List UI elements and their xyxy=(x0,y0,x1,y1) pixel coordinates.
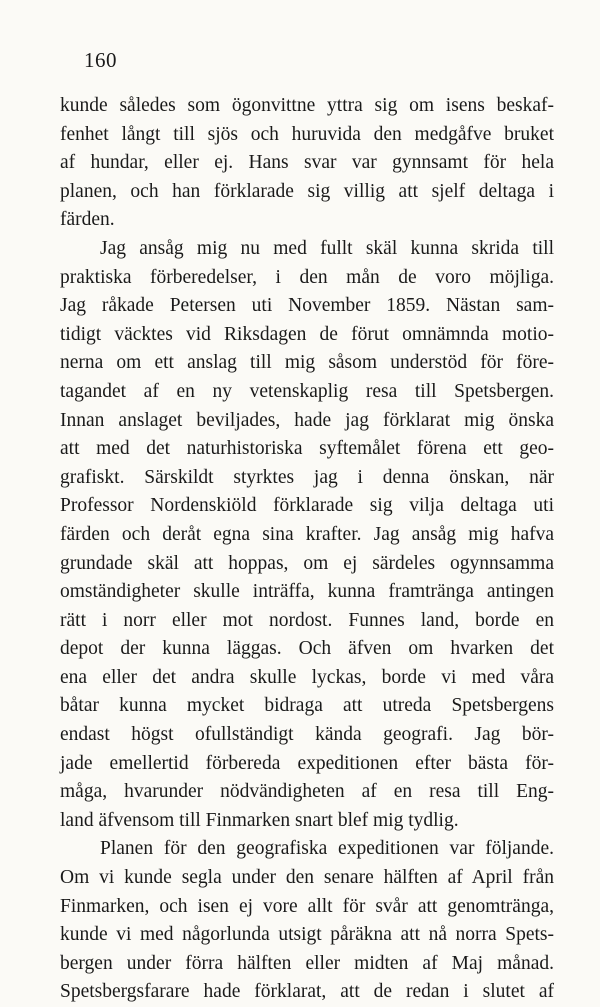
text-line: tagandet af en ny vetenskaplig resa till Spetsbergen. xyxy=(60,380,554,402)
text-line: Planen för den geografiska expeditionen var följande. xyxy=(100,838,554,860)
text-line: land äfvensom till Finmarken snart blef mig tydlig. xyxy=(60,809,459,831)
text-line: jade emellertid förbereda expeditionen efter bästa för- xyxy=(60,752,554,774)
text-line: grafiskt. Särskildt styrktes jag i denna önskan, när xyxy=(60,466,554,488)
text-line: grundade skäl att hoppas, om ej särdeles ogynnsamma xyxy=(60,552,554,574)
text-line: Finmarken, och isen ej vore allt för svår att genomtränga, xyxy=(60,895,554,917)
text-line: depot der kunna läggas. Och äfven om hvarken det xyxy=(60,638,554,660)
text-line: tidigt väcktes vid Riksdagen de förut omnämnda motio- xyxy=(60,323,554,345)
text-line: fenhet långt till sjös och huruvida den medgåfve bruket xyxy=(60,123,554,145)
text-line: ena eller det andra skulle lyckas, borde vi med våra xyxy=(60,666,554,688)
text-line: kunde vi med någorlunda utsigt påräkna att nå norra Spets- xyxy=(60,924,554,946)
text-line: att med det naturhistoriska syftemålet förena ett geo- xyxy=(60,438,554,460)
text-line: Jag ansåg mig nu med fullt skäl kunna skrida till xyxy=(100,237,554,259)
text-line: Spetsbergsfarare hade förklarat, att de redan i slutet af xyxy=(60,981,554,1003)
text-line: praktiska förberedelser, i den mån de voro möjliga. xyxy=(60,266,554,288)
page-number: 160 xyxy=(84,48,117,72)
text-line: af hundar, eller ej. Hans svar var gynnsamt för hela xyxy=(60,152,554,174)
text-line: bergen under förra hälften eller midten af Maj månad. xyxy=(60,952,554,974)
text-line: färden. xyxy=(60,209,115,231)
text-line: omständigheter skulle inträffa, kunna framtränga antingen xyxy=(60,581,554,603)
text-line: Innan anslaget beviljades, hade jag förklarat mig önska xyxy=(60,409,554,431)
text-line: endast högst ofullständigt kända geografi. Jag bör- xyxy=(60,724,554,746)
text-body xyxy=(60,92,554,1007)
text-line: Jag råkade Petersen uti November 1859. Nästan sam- xyxy=(60,295,554,317)
text-line: planen, och han förklarade sig villig att sjelf deltaga i xyxy=(60,180,554,202)
text-line: Om vi kunde segla under den senare hälften af April från xyxy=(60,867,554,889)
text-line: kunde således som ögonvittne yttra sig om isens beskaf- xyxy=(60,95,554,116)
text-line: måga, hvarunder nödvändigheten af en resa till Eng- xyxy=(60,781,554,803)
text-line: nerna om ett anslag till mig såsom understöd för före- xyxy=(60,352,554,374)
text-line: rätt i norr eller mot nordost. Funnes land, borde en xyxy=(60,609,554,631)
text-line: båtar kunna mycket bidraga att utreda Spetsbergens xyxy=(60,695,554,717)
text-line: Professor Nordenskiöld förklarade sig vilja deltaga uti xyxy=(60,495,554,517)
text-line: färden och deråt egna sina krafter. Jag ansåg mig hafva xyxy=(60,523,554,545)
